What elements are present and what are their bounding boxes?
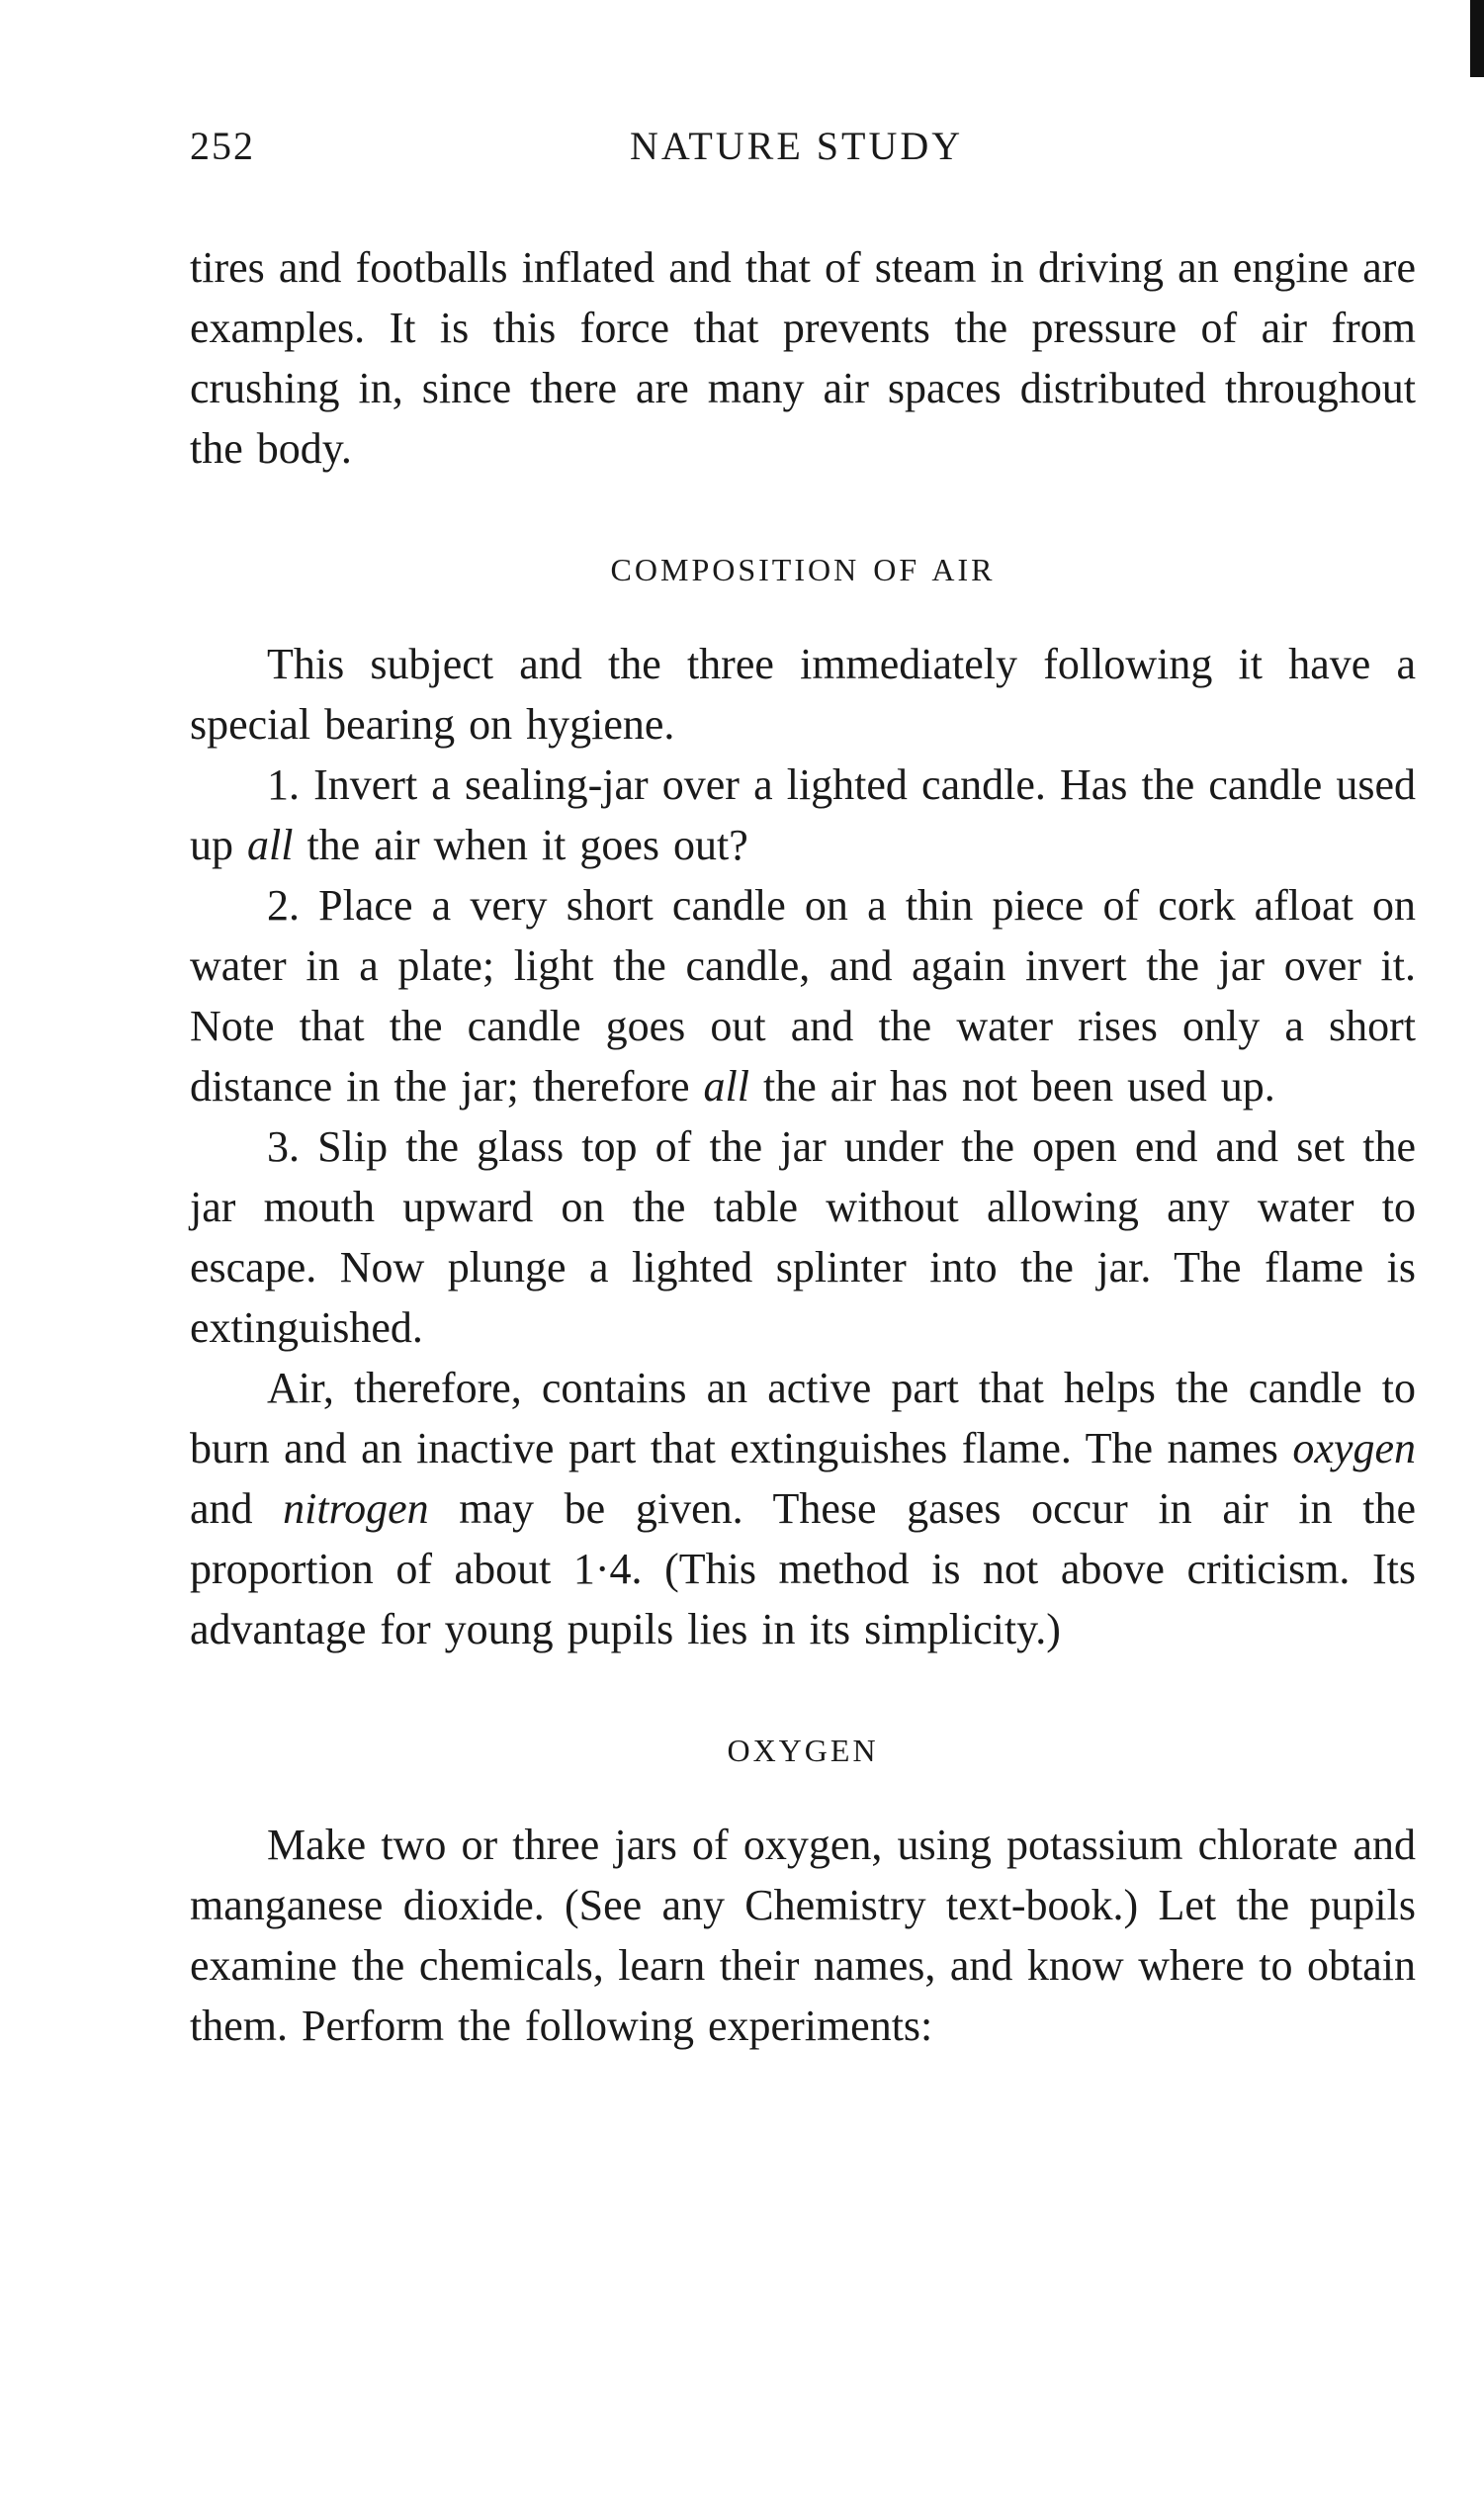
conclusion-text-start: Air, therefore, contains an active part that helps the candle to burn and an inactive part that extinguishes flame. The names — [190, 1364, 1416, 1472]
experiment-2-emphasis: all — [703, 1062, 749, 1111]
page-number: 252 — [190, 124, 255, 168]
paragraph-oxygen-intro: Make two or three jars of oxygen, using potassium chlorate and manganese dioxide. (See any Chemistry text-book.) Let the pupils examine the chemicals, learn their names, and know where to obtain them. Perform the following experiments: — [190, 1821, 1416, 2050]
paragraph-composition-intro: This subject and the three immediately following it have a special bearing on hygiene. — [190, 640, 1416, 749]
section-heading-composition-of-air: COMPOSITION OF AIR — [610, 552, 996, 587]
paragraph-experiment-2 — [190, 875, 1416, 1116]
book-page — [190, 119, 1416, 2056]
experiment-1-emphasis: all — [247, 821, 294, 869]
term-oxygen: oxygen — [1292, 1424, 1416, 1472]
section-heading-oxygen: OXYGEN — [727, 1733, 879, 1768]
running-title: NATURE STUDY — [630, 124, 964, 168]
experiment-2-text: 2. Place a very short candle on a thin piece of cork afloat on water in a plate; light the candle, and again invert the jar over it. Note that the candle goes out and the water rises only a short distance in the jar; therefore — [190, 881, 1416, 1111]
running-head — [190, 119, 1416, 178]
paragraph-air-conclusion — [190, 1358, 1416, 1659]
experiment-1-text: 1. Invert a sealing-jar over a lighted candle. Has the candle used up — [190, 760, 1416, 869]
paragraph-continuation: tires and footballs inflated and that of steam in driving an engine are examples. It is this force that prevents the pressure of air from crushing in, since there are many air spaces distributed throughout the body. — [190, 243, 1416, 473]
term-nitrogen: nitrogen — [283, 1484, 429, 1533]
experiment-1-text-end: the air when it goes out? — [293, 821, 748, 869]
body-text — [190, 237, 1416, 2056]
conclusion-text-mid: and — [190, 1484, 284, 1533]
paragraph-experiment-3: 3. Slip the glass top of the jar under the open end and set the jar mouth upward on the table without allowing any water to escape. Now plunge a lighted splinter into the jar. The flame is extinguished. — [190, 1122, 1416, 1352]
conclusion-text-end: may be given. These gases occur in air in the proportion of about 1·4. (This method is not above criticism. Its advantage for young pupils lies in its simplicity.) — [190, 1484, 1416, 1653]
experiment-2-text-end: the air has not been used up. — [749, 1062, 1275, 1111]
page-edge-mark — [1470, 0, 1484, 77]
paragraph-experiment-1 — [190, 755, 1416, 875]
